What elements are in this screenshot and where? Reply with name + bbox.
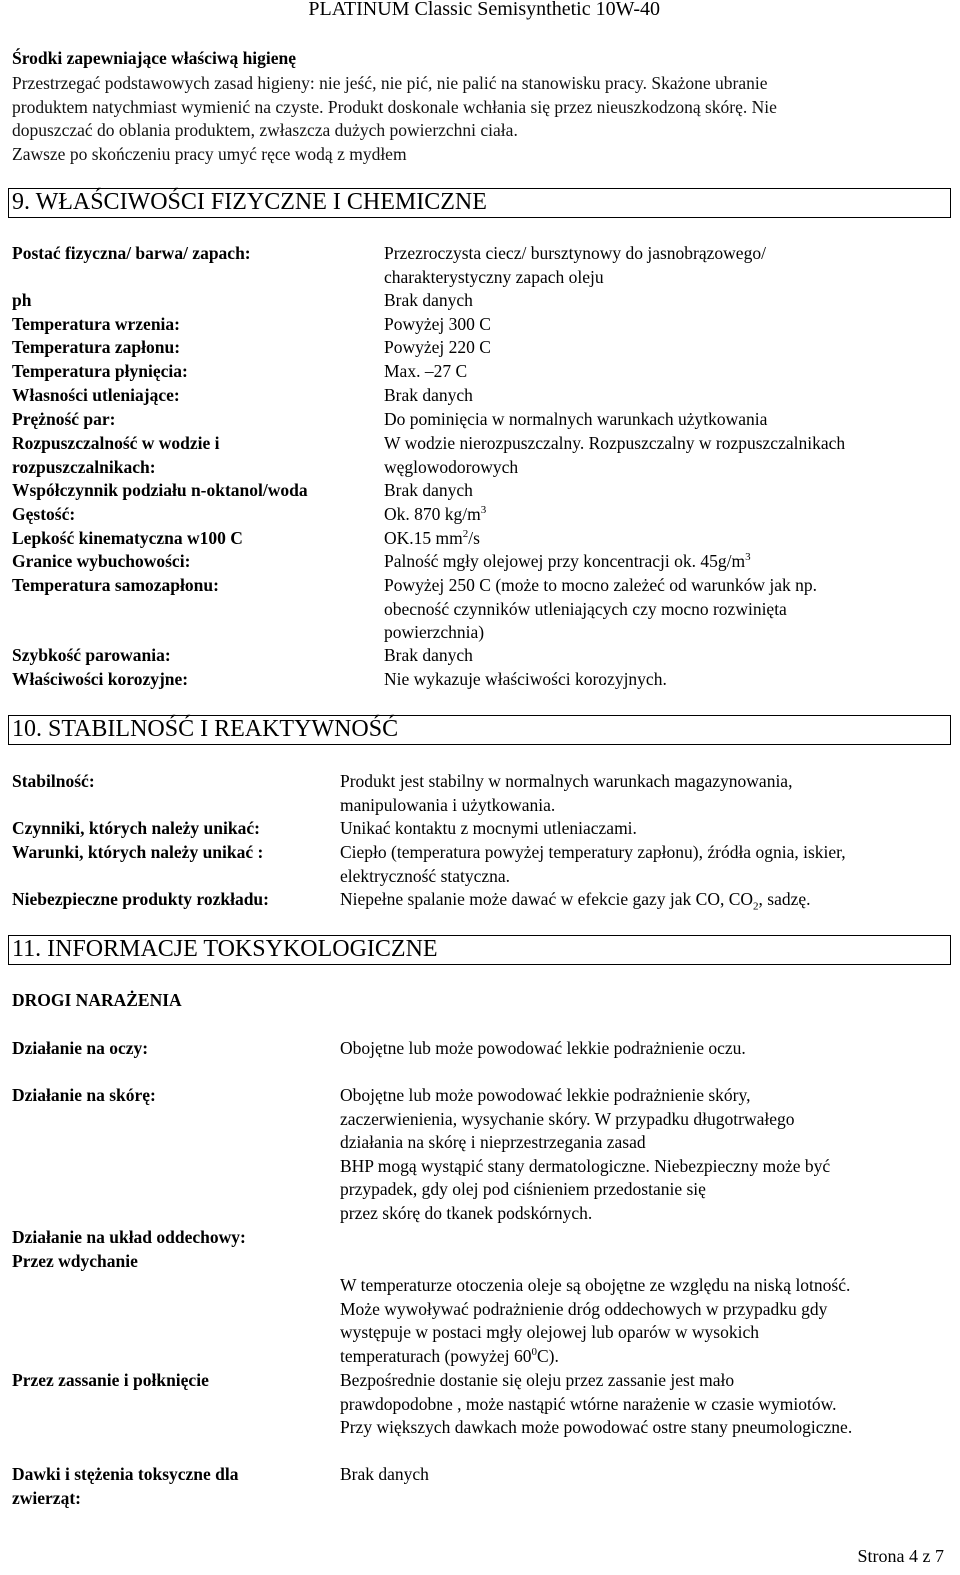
tox-label: Przez zassanie i połknięcie	[12, 1370, 209, 1390]
tox-value-line: występuje w postaci mgły olejowej lub oparów w wysokich	[340, 1322, 759, 1342]
tox-value-tail: C).	[536, 1345, 559, 1366]
prop-label	[12, 432, 220, 479]
prop-label: Temperatura wrzenia:	[12, 314, 180, 334]
prop-value	[384, 432, 845, 479]
prop-label: ph	[12, 290, 32, 310]
stability-label: Czynniki, których należy unikać:	[12, 818, 260, 838]
tox-value	[340, 1369, 852, 1440]
hygiene-line: Przestrzegać podstawowych zasad higieny: nie jeść, nie pić, nie palić na stanowisku pracy. Skażone ubranie	[12, 73, 768, 93]
prop-value-line: W wodzie nierozpuszczalny. Rozpuszczalny w rozpuszczalnikach	[384, 433, 846, 453]
prop-value: Brak danych	[384, 385, 473, 405]
document-header-title: PLATINUM Classic Semisynthetic 10W-40	[308, 0, 660, 20]
prop-value: Brak danych	[384, 290, 473, 310]
tox-label-line: Dawki i stężenia toksyczne dla	[12, 1464, 239, 1484]
prop-value	[384, 503, 486, 527]
stability-value	[340, 841, 846, 888]
tox-value-line: Przy większych dawkach może powodować ostre stany pneumologiczne.	[340, 1417, 853, 1437]
prop-value-text: Palność mgły olejowej przy koncentracji ok. 45g/m	[384, 551, 746, 571]
prop-value-unit: /s	[468, 528, 480, 548]
stability-value-line: manipulowania i użytkowania.	[340, 794, 556, 815]
prop-label: Szybkość parowania:	[12, 645, 171, 665]
stability-value-text: Niepełne spalanie może dawać w efekcie gazy jak CO, CO	[340, 889, 754, 909]
prop-label: Właściwości korozyjne:	[12, 669, 189, 689]
prop-label: Temperatura samozapłonu:	[12, 575, 219, 595]
hygiene-title: Środki zapewniające właściwą higienę	[12, 48, 297, 68]
prop-value: Powyżej 300 C	[384, 314, 491, 334]
prop-label: Prężność par:	[12, 409, 116, 429]
prop-label: Granice wybuchowości:	[12, 551, 191, 571]
prop-label: Własności utleniające:	[12, 385, 180, 405]
hygiene-line: produktem natychmiast wymienić na czyste. Produkt doskonale wchłania się przez nieuszkodzoną skórę. Nie	[12, 96, 777, 117]
superscript: 2	[462, 528, 469, 541]
superscript: 3	[745, 551, 751, 564]
stability-value	[340, 770, 792, 817]
prop-label: Postać fizyczna/ barwa/ zapach:	[12, 243, 251, 263]
section-10-heading: 10. STABILNOŚĆ I REAKTYWNOŚĆ	[8, 715, 951, 745]
tox-value-line: przypadek, gdy olej pod ciśnieniem przedostanie się	[340, 1179, 706, 1199]
tox-label-line: Przez wdychanie	[12, 1250, 138, 1271]
prop-value-line: charakterystyczny zapach oleju	[384, 266, 604, 287]
tox-value-line: przez skórę do tkanek podskórnych.	[340, 1202, 593, 1223]
section-11-heading: 11. INFORMACJE TOKSYKOLOGICZNE	[8, 935, 951, 965]
hygiene-line: dopuszczać do oblania produktem, zwłaszcza dużych powierzchni ciała.	[12, 120, 518, 140]
tox-value-line: W temperaturze otoczenia oleje są obojętne ze względu na niską lotność.	[340, 1275, 851, 1295]
prop-label: Gęstość:	[12, 504, 76, 524]
stability-value-line: Produkt jest stabilny w normalnych warunkach magazynowania,	[340, 771, 793, 791]
prop-value-line: powierzchnia)	[384, 622, 485, 642]
prop-value: Brak danych	[384, 480, 473, 500]
tox-value	[340, 1274, 850, 1368]
prop-value: Powyżej 220 C	[384, 337, 491, 357]
tox-value-line: Może wywoływać podrażnienie dróg oddechowych w przypadku gdy	[340, 1298, 828, 1319]
tox-value	[340, 1084, 830, 1225]
tox-value: Brak danych	[340, 1464, 429, 1484]
stability-label: Stabilność:	[12, 771, 95, 791]
tox-label: Działanie na skórę:	[12, 1085, 156, 1105]
section-9-heading: 9. WŁAŚCIWOŚCI FIZYCZNE I CHEMICZNE	[8, 188, 951, 218]
page-number: Strona 4 z 7	[857, 1546, 944, 1566]
tox-label	[12, 1226, 246, 1273]
hygiene-line: Zawsze po skończeniu pracy umyć ręce wodą z mydłem	[12, 143, 407, 164]
stability-value-line: elektryczność statyczna.	[340, 865, 511, 886]
tox-value-line: zaczerwienienia, wysychanie skóry. W przypadku długotrwałego	[340, 1108, 795, 1129]
stability-value	[340, 888, 811, 912]
prop-value-line: Powyżej 250 C (może to mocno zależeć od warunków jak np.	[384, 575, 817, 595]
tox-value-text: temperaturach (powyżej 60	[340, 1345, 532, 1366]
prop-label: Lepkość kinematyczna w100 C	[12, 528, 243, 548]
prop-value-text: Ok. 870 kg/m	[384, 504, 481, 524]
tox-value-line: Obojętne lub może powodować lekkie podrażnienie skóry,	[340, 1085, 751, 1105]
tox-value-line: Bezpośrednie dostanie się oleju przez zassanie jest mało	[340, 1370, 735, 1390]
prop-value-line: Przezroczysta ciecz/ bursztynowy do jasnobrązowego/	[384, 243, 766, 263]
tox-value-line	[340, 1345, 850, 1369]
prop-label: Temperatura płynięcia:	[12, 361, 188, 381]
stability-label: Warunki, których należy unikać :	[12, 842, 264, 862]
stability-value-line: Ciepło (temperatura powyżej temperatury zapłonu), źródła ognia, iskier,	[340, 842, 846, 862]
tox-label	[12, 1463, 239, 1510]
prop-label: Współczynnik podziału n-oktanol/woda	[12, 480, 308, 500]
prop-value-line: obecność czynników utleniających czy mocno rozwinięta	[384, 598, 787, 619]
prop-value: Nie wykazuje właściwości korozyjnych.	[384, 669, 667, 689]
tox-value: Obojętne lub może powodować lekkie podrażnienie oczu.	[340, 1038, 746, 1058]
stability-label: Niebezpieczne produkty rozkładu:	[12, 889, 269, 909]
stability-value: Unikać kontaktu z mocnymi utleniaczami.	[340, 818, 637, 838]
prop-value	[384, 574, 817, 645]
prop-value: Do pominięcia w normalnych warunkach użytkowania	[384, 409, 768, 429]
exposure-routes-title: DROGI NARAŻENIA	[12, 990, 182, 1010]
hygiene-text	[12, 72, 942, 166]
prop-value	[384, 242, 766, 289]
prop-value	[384, 527, 480, 551]
prop-value-text: OK.15 mm	[384, 528, 463, 548]
prop-label: Temperatura zapłonu:	[12, 337, 181, 357]
prop-label-line: rozpuszczalnikach:	[12, 456, 156, 477]
subscript: 2	[753, 900, 759, 913]
prop-value: Max. –27 C	[384, 361, 468, 381]
stability-value-tail: , sadzę.	[758, 889, 811, 909]
prop-value-line: węglowodorowych	[384, 456, 519, 477]
tox-value-line: prawdopodobne , może nastąpić wtórne narażenie w czasie wymiotów.	[340, 1393, 837, 1414]
prop-value: Brak danych	[384, 645, 473, 665]
superscript: 3	[480, 504, 487, 517]
prop-label-line: Rozpuszczalność w wodzie i	[12, 433, 220, 453]
tox-label-line: Działanie na układ oddechowy:	[12, 1227, 246, 1247]
tox-label-line: zwierząt:	[12, 1487, 81, 1508]
prop-value	[384, 550, 751, 574]
tox-label: Działanie na oczy:	[12, 1038, 149, 1058]
tox-value-line: działania na skórę i nieprzestrzegania zasad	[340, 1132, 646, 1152]
tox-value-line: BHP mogą wystąpić stany dermatologiczne. Niebezpieczny może być	[340, 1155, 831, 1176]
superscript: 0	[531, 1345, 537, 1358]
